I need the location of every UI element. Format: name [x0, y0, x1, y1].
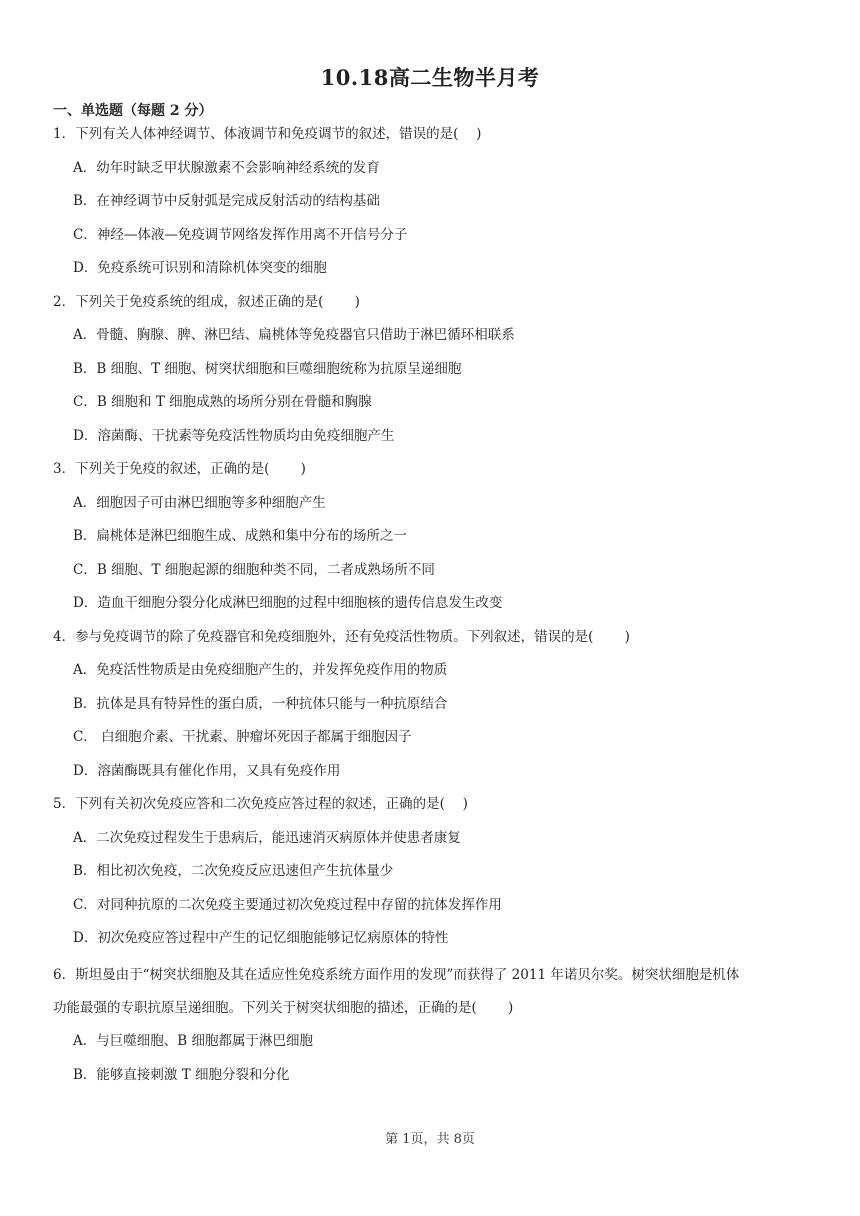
option-d: D．造血干细胞分裂分化成淋巴细胞的过程中细胞核的遗传信息发生改变 [73, 595, 503, 611]
question-3 [53, 461, 813, 612]
option-c: C．B 细胞、T 细胞起源的细胞种类不同，二者成熟场所不同 [73, 561, 435, 578]
option-a: A．免疫活性物质是由免疫细胞产生的，并发挥免疫作用的物质 [73, 662, 448, 678]
option-c: C．对同种抗原的二次免疫主要通过初次免疫过程中存留的抗体发挥作用 [73, 896, 502, 913]
option-a: A．细胞因子可由淋巴细胞等多种细胞产生 [73, 494, 326, 511]
question-stem: 3．下列关于免疫的叙述，正确的是( ) [53, 461, 306, 477]
question-stem: 2．下列关于免疫系统的组成，叙述正确的是( ) [53, 293, 360, 310]
option-d: D．初次免疫应答过程中产生的记忆细胞能够记忆病原体的特性 [73, 930, 449, 946]
question-4 [53, 629, 813, 780]
question-stem: 1．下列有关人体神经调节、体液调节和免疫调节的叙述，错误的是( ) [53, 126, 482, 142]
page-footer: 第 1页，共 8页 [385, 1132, 475, 1147]
option-a: A．幼年时缺乏甲状腺激素不会影响神经系统的发育 [73, 159, 380, 176]
question-stem-line-2: 功能最强的专职抗原呈递细胞。下列关于树突状细胞的描述，正确的是( ) [53, 999, 514, 1016]
option-d: D．免疫系统可识别和清除机体突变的细胞 [73, 260, 327, 276]
option-a: A．二次免疫过程发生于患病后，能迅速消灭病原体并使患者康复 [73, 829, 461, 846]
option-b: B．相比初次免疫，二次免疫反应迅速但产生抗体量少 [73, 863, 394, 879]
option-b: B．扁桃体是淋巴细胞生成、成熟和集中分布的场所之一 [73, 528, 407, 544]
option-a: A．与巨噬细胞、B 细胞都属于淋巴细胞 [73, 1033, 313, 1049]
option-c: C．神经—体液—免疫调节网络发挥作用离不开信号分子 [73, 226, 408, 243]
option-c: C．B 细胞和 T 细胞成熟的场所分别在骨髓和胸腺 [73, 394, 372, 410]
question-stem-line-1: 6．斯坦曼由于“树突状细胞及其在适应性免疫系统方面作用的发现”而获得了 2011 年诺贝尔奖。树突状细胞是机体 [53, 966, 740, 983]
section-heading: 一、单选题（每题 2 分） [53, 103, 213, 119]
question-2 [53, 294, 813, 445]
option-b: B．在神经调节中反射弧是完成反射活动的结构基础 [73, 193, 380, 209]
question-1 [53, 126, 813, 277]
option-c: C． 白细胞介素、干扰素、肿瘤坏死因子都属于细胞因子 [73, 729, 412, 745]
option-b: B．B 细胞、T 细胞、树突状细胞和巨噬细胞统称为抗原呈递细胞 [73, 360, 462, 377]
option-b: B．抗体是具有特异性的蛋白质，一种抗体只能与一种抗原结合 [73, 695, 448, 712]
option-d: D．溶菌酶既具有催化作用，又具有免疫作用 [73, 762, 341, 779]
question-6 [53, 964, 813, 1084]
question-5 [53, 796, 813, 947]
option-b: B．能够直接刺激 T 细胞分裂和分化 [73, 1066, 290, 1083]
question-list [53, 126, 813, 1100]
question-stem: 5．下列有关初次免疫应答和二次免疫应答过程的叙述，正确的是( ) [53, 796, 468, 812]
question-stem: 4．参与免疫调节的除了免疫器官和免疫细胞外，还有免疫活性物质。下列叙述，错误的是( ) [53, 628, 630, 645]
page-title: 10.18高二生物半月考 [320, 65, 540, 90]
option-a: A．骨髓、胸腺、脾、淋巴结、扁桃体等免疫器官只借助于淋巴循环相联系 [73, 327, 515, 343]
option-d: D．溶菌酶、干扰素等免疫活性物质均由免疫细胞产生 [73, 427, 395, 444]
